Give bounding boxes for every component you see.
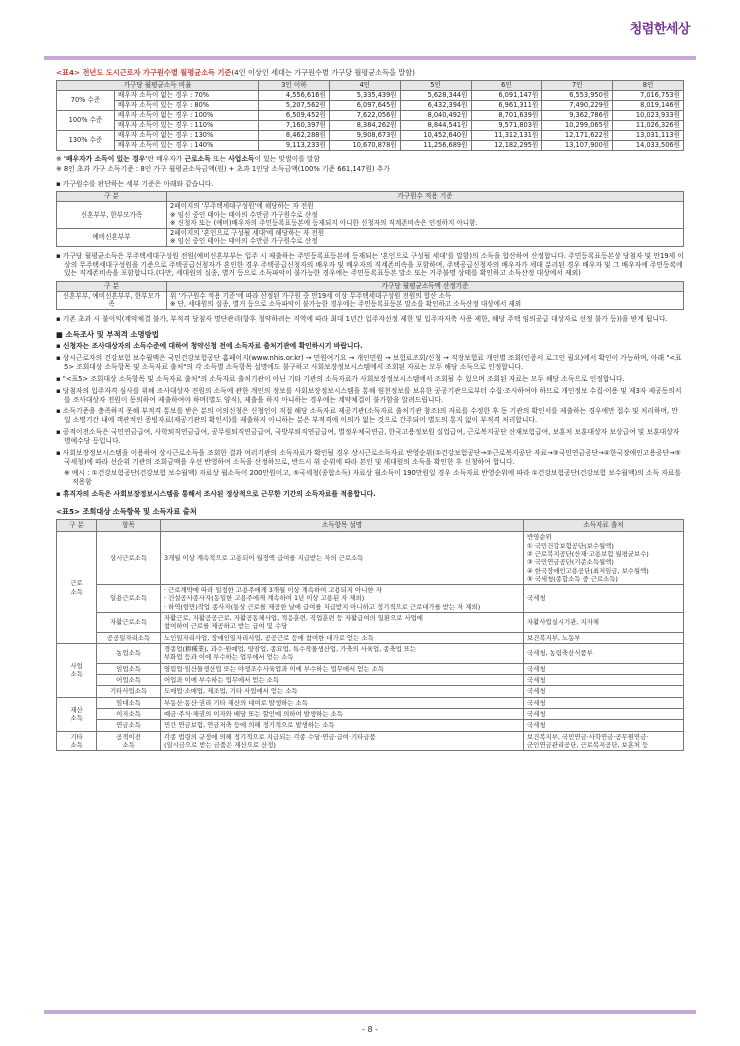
table5-source: 보건복지부, 노동부	[524, 632, 684, 643]
table-header-cell: 항목	[97, 520, 161, 532]
table4-row-desc: 배우자 소득이 있는 경우 : 80%	[115, 100, 259, 110]
table4-value: 10,299,065원	[542, 120, 613, 130]
table-row	[57, 100, 684, 110]
table-header-cell: 소득항목 설명	[161, 520, 524, 532]
table5-caption-text: <표5> 조회대상 소득항목 및 소득자료 출처	[56, 506, 197, 516]
desc-line: ※ 임신 중인 태아는 태아의 수만큼 가구원수로 산정	[170, 210, 318, 219]
income-target-table	[56, 281, 684, 310]
table4-value: 8,040,492원	[400, 110, 471, 120]
table5-desc	[161, 644, 524, 664]
table5-source: 국세청	[524, 675, 684, 686]
table4-value: 6,091,147원	[471, 90, 542, 100]
note-text: 란 배우자가	[147, 154, 185, 163]
table4-value: 8,462,288원	[259, 130, 330, 140]
source-line: ① 국민건강보험공단(보수월액)	[527, 541, 614, 550]
table4-header-cell: 8인	[613, 81, 684, 91]
table-row	[57, 697, 684, 708]
table4-value: 14,033,506원	[613, 140, 684, 150]
table4-group-label: 70% 수준	[57, 90, 115, 110]
desc-line: 위 '가구원수 적용 기준'에 따라 산정된 가구원 중 만19세 이상 무주택세대구성원 전원의 합산 소득	[170, 291, 452, 300]
desc-line: ※ 신청자 또는 (예비)배우자의 주민등록표등본에 등재되지 아니한 신청자의 직계존비속은 인정하지 아니함.	[170, 219, 478, 228]
table5-source	[524, 731, 684, 751]
table4-header-cell: 5인	[400, 81, 471, 91]
desc-line: 참여하여 근로를 제공하고 받는 급여 및 수당	[164, 622, 288, 631]
income-bullet: ▪ "<표5> 조회대상 소득항목 및 소득자료 출처"의 소득자료 출처기관이 아닌 기타 기관의 소득자료가 사회보장정보시스템에서 조회될 수 있으며 조회된 자료는 모두 해당 소득으로 인정합니다.	[56, 374, 625, 383]
table4-row-desc: 배우자 소득이 없는 경우 : 100%	[115, 110, 259, 120]
table4-header-cell: 7인	[542, 81, 613, 91]
table4-group-label: 100% 수준	[57, 110, 115, 130]
table4-value: 4,556,616원	[259, 90, 330, 100]
income-bullet: ▪ 공적이전소득은 국민연금급여, 사학퇴직연금급여, 공무원퇴직연금급여, 국방부퇴직연금급여, 별정우체국연금, 한국고용정보원 실업급여, 근로복지공단 산재보험급여, 보훈처 보훈대상자 보상급여 및 보훈대상자 명예수당 등입니다.	[56, 428, 680, 445]
desc-line: · 근로계약에 따라 일정한 고용주에게 3개월 이상 계속하여 고용되지 아니한 자	[164, 586, 382, 595]
income-section-title: ■ 소득조사 및 부적격 소명방법	[56, 329, 159, 339]
source-line: 반영순위	[527, 533, 552, 542]
table-row	[57, 686, 684, 697]
table4-caption-suffix: (4인 이상인 세대는 가구원수별 가구당 월평균소득을 말함)	[231, 68, 415, 77]
income-target-label: 신혼부부, 예비신혼부부, 한부모가족	[57, 291, 167, 309]
table-header-cell: 소득자료 출처	[524, 520, 684, 532]
table4-value: 6,961,311원	[471, 100, 542, 110]
table4-value: 6,097,645원	[329, 100, 400, 110]
table4-value: 6,553,950원	[542, 90, 613, 100]
table4-value: 6,509,452원	[259, 110, 330, 120]
table5-desc: 부동산·동산·권리 기타 재산의 대여로 발생하는 소득	[161, 697, 524, 708]
table4-value: 6,432,394원	[400, 100, 471, 110]
household-row-label: 예비신혼부부	[57, 228, 167, 246]
table4-value: 9,362,786원	[542, 110, 613, 120]
table5-item: 일용근로소득	[97, 585, 161, 613]
table4-value: 7,490,229원	[542, 100, 613, 110]
table-header-cell: 구 분	[57, 282, 167, 292]
table5-desc: 영림업·임산물생산업 또는 야생조수사육업과 이에 부수하는 업무에서 얻는 소득	[161, 663, 524, 674]
table4-value: 12,182,295원	[471, 140, 542, 150]
table-row	[57, 282, 684, 292]
note-text: 또는	[210, 154, 229, 163]
table5-source: 국세청	[524, 709, 684, 720]
table4-value: 8,844,541원	[400, 120, 471, 130]
table4-value: 10,670,878원	[329, 140, 400, 150]
income-bullet: ▪ 당첨자의 입주자격 심사를 위해 조사대상자 전원의 소득에 관한 개인의 정보를 사회보장정보시스템을 통해 원천정보를 보유한 공공기관으로부터 수집·조사하여야 하므로 개인정보 수집·이용 및 제3자 제공동의서를 조사대상자 전원이 동의하여 제출하여야 하며(별도 양식), 제출을 하지 아니하는 경우에는 계약체결이 불가함을 알려드립니다.	[56, 386, 682, 404]
table5-source: 국세청	[524, 663, 684, 674]
table-header-cell: 구 분	[57, 192, 167, 202]
table-row	[57, 663, 684, 674]
source-line: 군인연금관리공단, 근로복지공단, 보훈처 등	[527, 741, 649, 750]
desc-line: 부화업 등과 이에 부수하는 업무에서 얻는 소득	[164, 653, 294, 662]
table4-value: 8,019,146원	[613, 100, 684, 110]
table5-item: 어업소득	[97, 675, 161, 686]
table-row	[57, 140, 684, 150]
footer-divider	[44, 1010, 696, 1014]
desc-line: 2페이지의 '혼인으로 구성될 세대'에 해당하는 자 전원	[170, 228, 325, 237]
table5-source: 자활사업실시기관, 지자체	[524, 613, 684, 633]
table-header-cell: 가구원수 적용 기준	[167, 192, 684, 202]
table-header-cell: 가구당 월평균소득액 산정기준	[167, 282, 684, 292]
table-row	[57, 201, 684, 228]
table4-value: 8,384,262원	[329, 120, 400, 130]
desc-line: · 하역(항만)작업 종사자(통상 근로를 제공한 날에 급여를 지급받지 아니하고 정기적으로 근로대가를 받는 자 제외)	[164, 602, 481, 611]
table4-caption-label: <표4> 전년도 도시근로자 가구원수별 월평균소득 기준	[56, 68, 232, 77]
table-row	[57, 731, 684, 751]
note-prefix: ※	[56, 154, 64, 163]
table5-item: 자활근로소득	[97, 613, 161, 633]
household-row-desc	[167, 228, 684, 246]
table5-item: 이자소득	[97, 709, 161, 720]
table-row	[57, 632, 684, 643]
table4-value: 13,107,900원	[542, 140, 613, 150]
income-bullet: ▪ 상시근로자의 건강보험 보수월액은 국민건강보험공단 홈페이지(www.nhis.or.kr) → 민원여기요 → 개인민원 → 보험료조회/신청 → 직장보험료 개인별 조회(인증서 로그인 필요)에서 확인이 가능하며, 아래 "<표5> 조회대상 소득항목 및 소득자료 출처"의 각 소득별 소득항목 설명에도 불구하고 사회보장정보시스템에서 조회된 자료는 모두 해당 소득으로 인정합니다.	[56, 354, 682, 372]
table-row	[57, 110, 684, 120]
table4-value: 5,335,439원	[329, 90, 400, 100]
table5-desc: 어업과 이에 부수하는 업무에서 얻는 소득	[161, 675, 524, 686]
desc-line: 자활근로, 자활공공근로, 자활공동체사업, 적응훈련, 직업훈련 등 자활급여의 일환으로 사업에	[164, 614, 423, 623]
note-bold: 사업소득	[228, 154, 255, 163]
income-sum-paragraph: ▪ 가구당 월평균소득은 무주택세대구성원 전원(예비신혼부부는 입주 시 제출하는 주민등록표등본에 등재되는 '혼인으로 구성될 세대'를 말함)의 소득을 합산하여 산정합니다. 주민등록표등본상 당첨자 및 만19세 이상의 무주택세대구성원을 기준으로 주택공급신청자가 혼인한 경우 주택공급신청자의 배우자 및 배우자의 직계존비속을 포함하며, 주택공급신청자의 배우자가 세대 분리된 경우 배우자 및 그 배우자에 주민등록에 있는 직계존비속을 포함합니다.(다만, 세대원의 실종, 별거 등으로 소득파악이 불가능한 경우에는 주민등록표등본 말소 또는 거주불명 상태를 확인하고 소득산정 대상에서 제외)	[56, 251, 684, 278]
table4-value: 9,908,673원	[329, 130, 400, 140]
note-text: 이 있는 맞벌이를 말함	[254, 154, 321, 163]
table5-source: 국세청	[524, 686, 684, 697]
table4-value: 10,023,933원	[613, 110, 684, 120]
income-bullet: ▪ 소득기준을 충족하지 못해 부적격 통보를 받은 분의 이의신청은 신청인이 직접 해당 소득자료 제공기관(소득자료 출처기관 참조)의 자료를 수정한 후 동 기관의 확인서를 제출하는 경우에만 접수 및 처리하며, 만일 소명기간 내에 객관적인 증빙자료(제공기관의 확인서)를 제출하지 아니하는 분은 부적격에 이의가 없는 것으로 간주되어 별도의 통지 없이 부적격 처리합니다.	[56, 407, 678, 425]
page-content	[56, 64, 684, 751]
source-line: ⑤ 국세청(종합소득 중 근로소득)	[527, 574, 618, 583]
table4-value: 9,113,233원	[259, 140, 330, 150]
note-bold: 근로소득	[184, 154, 211, 163]
table5-desc	[161, 585, 524, 613]
table4-value: 11,312,131원	[471, 130, 542, 140]
table4-row-desc: 배우자 소득이 없는 경우 : 70%	[115, 90, 259, 100]
table-header-cell: 구 분	[57, 520, 97, 532]
table4-note-over8: ※ 8인 초과 가구 소득기준 : 8인 가구 월평균소득금액(원) + 초과 1인당 소득금액(100% 기준 661,147원) 추가	[56, 164, 390, 173]
table5-group-label: 근로 소득	[57, 532, 97, 644]
table4-group-label: 130% 수준	[57, 130, 115, 150]
table4-caption	[56, 68, 684, 77]
desc-line: ※ 단, 세대원의 실종, 별거 등으로 소득파악이 불가능한 경우에는 주민등록표등본 말소를 확인하고 소득산정 대상에서 제외	[170, 300, 522, 309]
desc-line: 각종 법령의 규정에 의해 정기적으로 지급되는 각종 수당·연금·급여·기타금품	[164, 732, 376, 741]
table5-group-label: 재산 소득	[57, 697, 97, 731]
table4-value: 8,701,639원	[471, 110, 542, 120]
table-row	[57, 709, 684, 720]
table-row	[57, 90, 684, 100]
table5-item: 상시근로소득	[97, 532, 161, 585]
table5-item: 연금소득	[97, 720, 161, 731]
table5-desc: 민간 연금보험, 연금저축 등에 의해 정기적으로 발생하는 소득	[161, 720, 524, 731]
table4-row-desc: 배우자 소득이 있는 경우 : 110%	[115, 120, 259, 130]
table4-header-cell: 3인 이하	[259, 81, 330, 91]
table4-header-cell: 가구당 월평균소득 비율	[57, 81, 259, 91]
desc-line: 경종업(耕種業), 과수·원예업, 양잠업, 종묘업, 특수작물생산업, 가축의 사육업, 종축업 또는	[164, 645, 417, 654]
table4-header-cell: 4인	[329, 81, 400, 91]
income-bullet: ▪ 신청자는 조사대상자의 소득수준에 대하여 청약신청 전에 소득자료 출처기관에 확인하시기 바랍니다.	[56, 342, 363, 351]
table5-desc	[161, 731, 524, 751]
household-row-label: 신혼부부, 한부모가족	[57, 201, 167, 228]
table4-value: 7,160,397원	[259, 120, 330, 130]
table5-desc: 예금·주식·채권의 이자와 배당 또는 할인에 의하여 발생하는 소득	[161, 709, 524, 720]
income-bullet-note: ※ 예시 : ①건강보험공단(건강보험 보수월액) 자료상 월소득이 200만원이고, ⑤국세청(종합소득) 자료상 월소득이 190만원일 경우 소득자료 반영순위에 따라 ①건강보험공단(건강보험 보수월액)의 소득 자료를 적용함	[64, 469, 681, 487]
table-row	[57, 720, 684, 731]
table5-source	[524, 532, 684, 585]
table5-desc: 노인일자리사업, 장애인일자리사업, 공공근로 등에 참여한 대가로 얻는 소득	[161, 632, 524, 643]
table-row	[57, 520, 684, 532]
table5-item: 공적이전 소득	[97, 731, 161, 751]
income-bullet: ▪ 사회보장정보시스템을 이용하여 상시근로소득을 조회한 결과 여러기관의 소득자료가 확인될 경우 상시근로소득자료 반영순위(①건강보험공단→②근로복지공단 자료→③국민연금공단→④한국장애인고용공단→⑤국세청)에 따라 선순위 기관의 조회금액을 우선 반영하여 소득을 산정하므로, 반드시 위 순위에 따라 본인 및 세대원의 소득을 확인한 후 신청하여 합니다.	[56, 448, 681, 466]
household-criteria-table	[56, 191, 684, 246]
table4-value: 12,171,622원	[542, 130, 613, 140]
table5-group-label: 사업 소득	[57, 644, 97, 698]
table-row	[57, 120, 684, 130]
table-row	[57, 644, 684, 664]
table5-item: 기타사업소득	[97, 686, 161, 697]
table4-header-cell: 6인	[471, 81, 542, 91]
table5-caption	[56, 507, 684, 516]
table5-item: 임업소득	[97, 663, 161, 674]
note-bold: '배우자가 소득이 있는 경우'	[63, 154, 148, 163]
table4-value: 10,452,640원	[400, 130, 471, 140]
table-row	[57, 532, 684, 585]
table5-source: 국세청	[524, 585, 684, 613]
table4-header-row	[57, 81, 684, 91]
table5-group-label: 기타 소득	[57, 731, 97, 751]
table5-desc: 3개월 이상 계속적으로 고용되어 월정액 급여를 지급받는 자의 근로소득	[161, 532, 524, 585]
table-row	[57, 291, 684, 309]
source-line: 보건복지부, 국민연금·사학연금·공무원연금·	[527, 732, 649, 741]
table4-row-desc: 배우자 소득이 없는 경우 : 130%	[115, 130, 259, 140]
penalty-paragraph: ▪ 기존 초과 시 불이익(계약체결 불가, 부적격 당첨자 명단관리(향후 청약하려는 지역에 따라 최대 1년간 입주자선정 제한 및 입주자저축 사용 제한, 해당 주택 임의공급 대상자로 선정 불가 등))을 받게 됩니다.	[56, 314, 668, 323]
household-row-desc	[167, 201, 684, 228]
household-criteria-intro: ▪ 가구원수를 판단하는 세부 기준은 아래와 같습니다.	[56, 179, 214, 188]
source-line: ② 근로복지공단(산재·고용보험 월평균보수)	[527, 549, 649, 558]
desc-line: · 건설공사종사자(동일한 고용주에게 계속하여 1년 이상 고용된 자 제외)	[164, 594, 365, 603]
table4-value: 11,256,689원	[400, 140, 471, 150]
table5-item: 농업소득	[97, 644, 161, 664]
table5-desc	[161, 613, 524, 633]
desc-line: 2페이지의 '무주택세대구성원'에 해당하는 자 전원	[170, 201, 314, 210]
table4-value: 7,016,753원	[613, 90, 684, 100]
table-row	[57, 675, 684, 686]
table5-source: 국세청	[524, 720, 684, 731]
table4-value: 9,571,803원	[471, 120, 542, 130]
page-number: - 8 -	[362, 1025, 378, 1034]
table4-income-standard	[56, 80, 684, 151]
income-target-desc	[167, 291, 684, 309]
table-row	[57, 613, 684, 633]
table5-source: 국세청, 농림축산식품부	[524, 644, 684, 664]
source-line: ③ 국민연금공단(기준소득월액)	[527, 558, 614, 567]
brand-logo: 청렴한세상	[629, 22, 690, 37]
table5-item: 임대소득	[97, 697, 161, 708]
header-divider	[44, 56, 696, 60]
table-row	[57, 228, 684, 246]
table5-item: 공공일자리소득	[97, 632, 161, 643]
income-bullet: ▪ 휴직자의 소득은 사회보장정보시스템을 통해서 조사된 정상적으로 근무한 기간의 소득자료를 적용합니다.	[56, 490, 376, 498]
desc-line: (일시금으로 받는 금품은 재산으로 산정)	[164, 741, 276, 750]
table4-value: 13,031,113원	[613, 130, 684, 140]
table4-value: 7,622,056원	[329, 110, 400, 120]
source-line: ④ 한국장애인고용공단(최저임금, 보수월액)	[527, 566, 649, 575]
table4-value: 5,207,562원	[259, 100, 330, 110]
table-row	[57, 585, 684, 613]
table5-income-sources	[56, 519, 684, 751]
table-row	[57, 130, 684, 140]
table-row	[57, 192, 684, 202]
desc-line: ※ 임신 중인 태아는 태아의 수만큼 가구원수로 산정	[170, 237, 318, 246]
table5-source: 국세청	[524, 697, 684, 708]
table4-row-desc: 배우자 소득이 있는 경우 : 140%	[115, 140, 259, 150]
table4-value: 11,026,326원	[613, 120, 684, 130]
table5-desc: 도매업·소매업, 제조업, 기타 사업에서 얻는 소득	[161, 686, 524, 697]
table4-note-spouse	[56, 155, 684, 164]
table4-value: 5,628,344원	[400, 90, 471, 100]
